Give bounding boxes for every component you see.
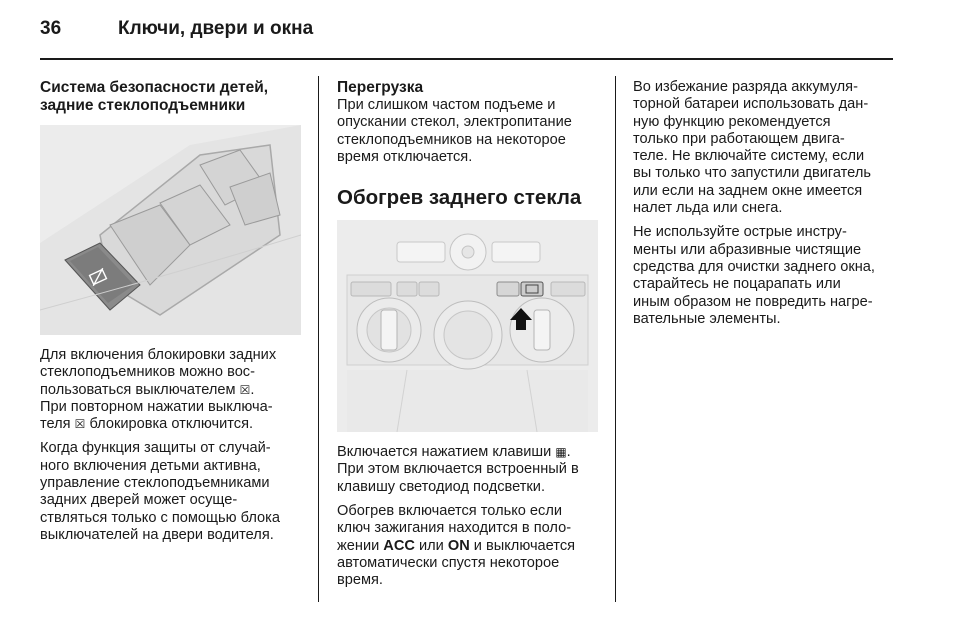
rear-window-heater-icon: ▦ — [555, 445, 567, 460]
child-lock-window-icon: ☒ — [239, 382, 251, 397]
paragraph: Когда функция защиты от случай- ного включения детьми активна, управление стеклоподъемниками задних дверей может осуще- ствляться только с помощью блока выключателей на двери водителя. — [40, 440, 280, 543]
column-2 — [337, 79, 607, 597]
climate-panel-figure — [337, 220, 598, 432]
header-rule — [40, 58, 893, 60]
section-heading: Обогрев заднего стекла — [337, 186, 582, 210]
paragraph: Обогрев включается только если ключ зажигания находится в поло- жении ACC или ON и выключается автоматически спустя некоторое время. — [337, 503, 576, 589]
window-switches-illustration — [40, 125, 301, 335]
paragraph: При слишком частом подъеме и опускании стекол, электропитание стеклоподъемников на некоторое время отключается. — [337, 97, 572, 165]
chapter-title: Ключи, двери и окна — [118, 18, 314, 39]
child-lock-window-icon: ☒ — [74, 417, 86, 432]
window-switch-figure — [40, 125, 301, 335]
paragraph: Для включения блокировки задних стеклоподъемников можно вос- пользоваться выключателем ☒. При повторном нажатии выключа- теля ☒ блокировка отключится. — [40, 347, 277, 433]
column-divider — [318, 76, 319, 602]
subheading: Перегрузка — [337, 79, 424, 96]
section-heading: Система безопасности детей, задние стеклоподъемники — [40, 79, 269, 114]
column-3 — [633, 79, 895, 335]
paragraph: Не используйте острые инстру- менты или абразивные чистящие средства для очистки заднего окна, старайтесь не поцарапать или иным образом не повредить нагре- вательные элементы. — [633, 224, 875, 327]
paragraph: Во избежание разряда аккумуля- торной батареи использовать дан- ную функцию рекомендуется только при работающем двига- теле. Не включайте систему, если вы только что запустили двигатель или если на заднем окне имеется налет льда или снега. — [633, 79, 871, 217]
column-divider — [615, 76, 616, 602]
paragraph: Включается нажатием клавиши ▦. При этом включается встроенный в клавишу светодиод подсветки. — [337, 444, 579, 495]
column-1 — [40, 79, 308, 551]
climate-control-illustration — [337, 220, 598, 432]
page-number: 36 — [40, 18, 62, 39]
